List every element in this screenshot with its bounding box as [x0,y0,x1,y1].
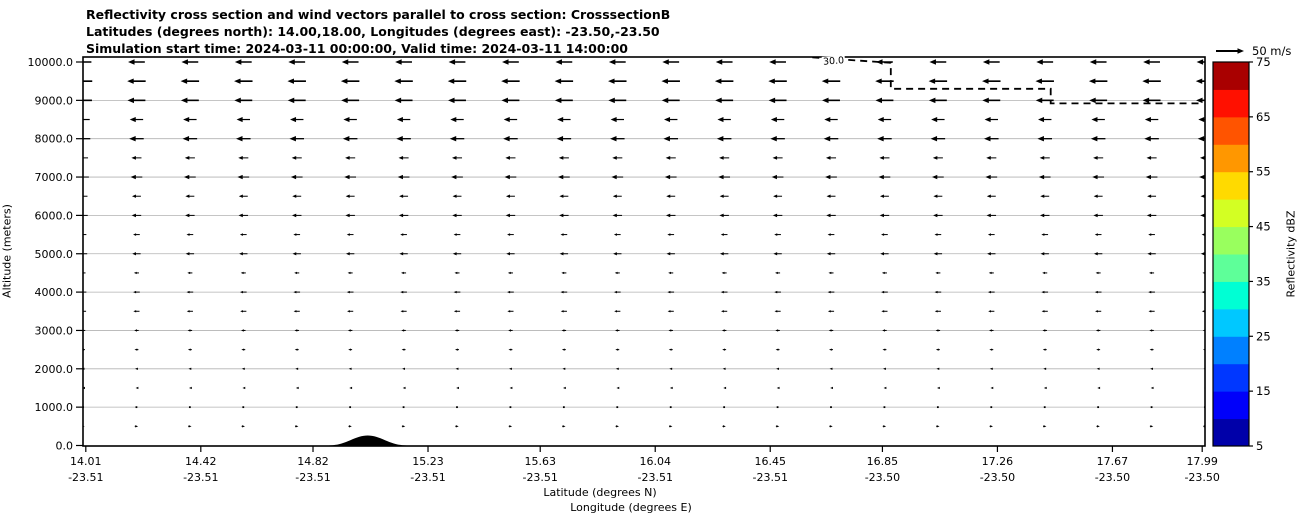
svg-text:-23.50: -23.50 [979,471,1016,484]
x-axis-label-longitude: Longitude (degrees E) [570,501,692,514]
svg-text:75: 75 [1256,55,1271,69]
svg-text:-23.51: -23.51 [183,471,219,484]
wind-vectors [74,59,1214,427]
svg-text:-23.51: -23.51 [752,471,788,484]
svg-text:9000.0: 9000.0 [34,94,73,108]
svg-text:-23.51: -23.51 [295,471,331,484]
svg-text:2000.0: 2000.0 [34,362,73,376]
svg-text:14.82: 14.82 [297,455,329,468]
svg-text:14.42: 14.42 [185,455,217,468]
svg-text:4000.0: 4000.0 [34,286,73,300]
quiver-key-arrow [1216,48,1244,53]
gridlines [83,100,1205,407]
svg-text:5000.0: 5000.0 [34,247,73,261]
svg-text:3000.0: 3000.0 [34,324,73,338]
svg-text:16.85: 16.85 [866,455,899,468]
svg-text:6000.0: 6000.0 [34,209,73,223]
x-axis-label-latitude: Latitude (degrees N) [543,486,657,499]
svg-text:45: 45 [1256,219,1271,234]
svg-text:17.99: 17.99 [1186,455,1218,468]
chart-subtitle-latlon: Latitudes (degrees north): 14.00,18.00, Longitudes (degrees east): -23.50,-23.50 [86,24,660,39]
contour-label: 30.0 [822,55,845,68]
quiver-key-label: 50 m/s [1252,44,1292,58]
axes-frame [83,57,1205,446]
svg-text:35: 35 [1256,274,1271,289]
svg-text:15: 15 [1256,384,1271,399]
svg-text:-23.50: -23.50 [864,471,901,484]
colorbar [1213,55,1271,453]
svg-text:65: 65 [1256,109,1271,124]
svg-text:-23.51: -23.51 [637,471,673,484]
svg-text:14.01: 14.01 [70,455,102,468]
colorbar-label: Reflectivity dBZ [1284,210,1298,298]
svg-text:55: 55 [1256,164,1271,179]
svg-text:-23.51: -23.51 [68,471,104,484]
contour-line-30 [812,57,1202,103]
svg-text:10000.0: 10000.0 [27,56,73,69]
svg-text:16.45: 16.45 [754,455,786,468]
svg-text:15.23: 15.23 [412,455,444,468]
svg-text:-23.51: -23.51 [410,471,446,484]
chart-title: Reflectivity cross section and wind vectors parallel to cross section: CrosssectionB [86,7,671,22]
svg-text:5: 5 [1256,439,1264,453]
svg-text:7000.0: 7000.0 [34,171,73,185]
svg-text:17.67: 17.67 [1096,455,1129,468]
svg-text:8000.0: 8000.0 [34,132,73,146]
svg-text:1000.0: 1000.0 [34,401,73,415]
svg-text:15.63: 15.63 [524,455,556,468]
svg-text:17.26: 17.26 [981,455,1014,468]
svg-text:-23.50: -23.50 [1094,471,1131,484]
svg-text:-23.51: -23.51 [522,471,558,484]
svg-text:0.0: 0.0 [55,439,73,453]
chart-subtitle-time: Simulation start time: 2024-03-11 00:00:00, Valid time: 2024-03-11 14:00:00 [86,41,628,56]
svg-text:16.04: 16.04 [639,455,671,468]
terrain-profile [324,436,411,447]
svg-text:-23.50: -23.50 [1184,471,1220,484]
y-axis-label: Altitude (meters) [0,204,14,298]
svg-text:25: 25 [1256,329,1271,344]
